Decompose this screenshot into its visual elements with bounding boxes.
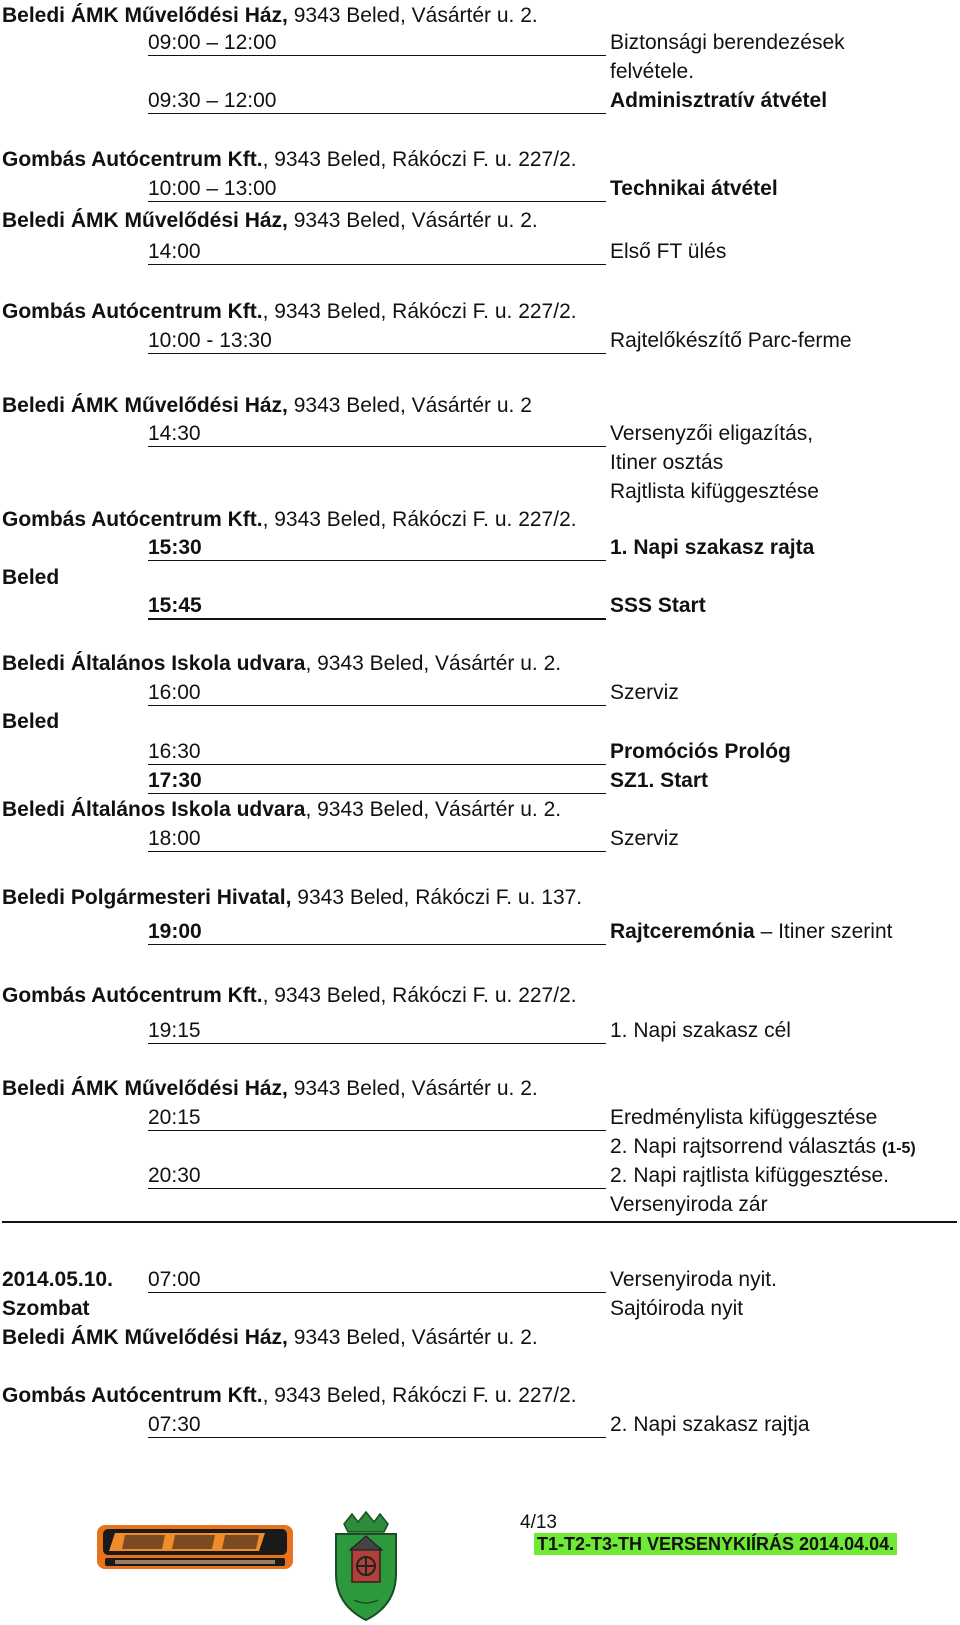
location-amk [2,1326,538,1350]
location-amk [2,394,532,418]
time-slot: 15:45 [148,594,606,620]
location-iskola [2,652,561,676]
event-label: Promóciós Prológ [610,740,791,763]
location-amk [2,209,538,233]
location-address: , 9343 Beled, Rákóczi F. u. 227/2. [262,508,577,531]
location-name: Beledi Polgármesteri Hivatal, [2,886,292,909]
day-date: 2014.05.10. [2,1268,113,1291]
location-address: , 9343 Beled, Rákóczi F. u. 227/2. [262,1384,577,1407]
time-slot: 19:15 [148,1019,606,1044]
event-label [610,1132,916,1164]
event-label: Eredménylista kifüggesztése [610,1106,878,1129]
event-label: SZ1. Start [610,769,709,792]
location-address: 9343 Beled, Vásártér u. 2. [287,1326,538,1349]
location-address: , 9343 Beled, Rákóczi F. u. 227/2. [262,300,577,323]
time-slot: 14:30 [148,422,606,447]
location-iskola [2,798,561,822]
location-gombas [2,1384,577,1408]
time-slot: 15:30 [148,536,606,561]
location-amk [2,4,538,28]
event-label: Versenyiroda nyit. [610,1268,777,1291]
location-address: 9343 Beled, Rákóczi F. u. 137. [291,886,583,909]
location-beled: Beled [2,566,60,589]
location-beled: Beled [2,710,60,733]
location-name: Beledi Általános Iskola udvara [2,652,306,675]
location-name: Gombás Autócentrum Kft. [2,300,263,323]
event-label: Rajtlista kifüggesztése [610,480,819,503]
event-label: 1. Napi szakasz rajta [610,536,815,559]
location-name: Gombás Autócentrum Kft. [2,984,263,1007]
event-label-range: (1-5) [881,1140,916,1157]
location-name: Beledi ÁMK Művelődési Ház, [2,1077,288,1100]
day-name: Szombat [2,1297,90,1320]
garzone-logo [95,1521,295,1573]
page-number: 4/13 [520,1512,557,1533]
event-label: 2. Napi rajtlista kifüggesztése. [610,1164,889,1187]
location-address: , 9343 Beled, Vásártér u. 2. [305,798,562,821]
location-address: 9343 Beled, Vásártér u. 2 [287,394,532,417]
event-label: SSS Start [610,594,706,617]
event-label: Szerviz [610,681,679,704]
location-name: Beledi Általános Iskola udvara [2,798,306,821]
location-gombas [2,148,577,172]
event-label: Szerviz [610,827,679,850]
location-name: Gombás Autócentrum Kft. [2,1384,263,1407]
event-label: Versenyzői eligazítás, [610,422,814,445]
time-slot: 18:00 [148,827,606,852]
time-slot: 10:00 – 13:00 [148,177,606,202]
event-label [610,917,892,947]
time-slot: 07:00 [148,1268,606,1293]
event-label-main: 2. Napi rajtsorrend választás [610,1135,882,1158]
location-polgarmesteri [2,886,582,910]
event-label: Sajtóiroda nyit [610,1297,744,1320]
location-name: Beledi ÁMK Művelődési Ház, [2,4,288,27]
event-label: 2. Napi szakasz rajtja [610,1413,810,1436]
time-slot: 07:30 [148,1413,606,1438]
location-name: Beledi ÁMK Művelődési Ház, [2,394,288,417]
coat-of-arms-logo [330,1510,402,1622]
event-label: Első FT ülés [610,240,727,263]
location-name: Gombás Autócentrum Kft. [2,148,263,171]
time-slot: 16:00 [148,681,606,706]
location-amk [2,1077,538,1101]
event-label: Adminisztratív átvétel [610,89,828,112]
event-label-bold: Rajtceremónia [610,920,755,943]
location-name: Beledi ÁMK Művelődési Ház, [2,209,288,232]
location-gombas [2,984,577,1008]
time-slot: 16:30 [148,740,606,765]
location-address: 9343 Beled, Vásártér u. 2. [287,4,538,27]
footer-document-title: T1-T2-T3-TH VERSENYKIÍRÁS 2014.04.04. [534,1533,897,1555]
event-label: Rajtelőkészítő Parc-ferme [610,329,852,352]
location-address: , 9343 Beled, Rákóczi F. u. 227/2. [262,148,577,171]
event-label-normal: – Itiner szerint [754,920,893,943]
time-slot: 10:00 - 13:30 [148,329,606,354]
time-slot: 14:00 [148,240,606,265]
event-label: Itiner osztás [610,451,724,474]
time-slot: 20:15 [148,1106,606,1131]
time-slot: 09:30 – 12:00 [148,89,606,114]
time-slot: 17:30 [148,769,606,794]
location-gombas [2,508,577,532]
location-name: Beledi ÁMK Művelődési Ház, [2,1326,288,1349]
time-slot: 19:00 [148,920,606,945]
location-gombas [2,300,577,324]
location-address: , 9343 Beled, Rákóczi F. u. 227/2. [262,984,577,1007]
location-name: Gombás Autócentrum Kft. [2,508,263,531]
event-label: Biztonsági berendezések [610,31,845,54]
event-label: felvétele. [610,60,695,83]
location-address: 9343 Beled, Vásártér u. 2. [287,1077,538,1100]
location-address: , 9343 Beled, Vásártér u. 2. [305,652,562,675]
event-label: Versenyiroda zár [610,1193,768,1216]
event-label: Technikai átvétel [610,177,778,200]
section-divider [2,1221,957,1223]
time-slot: 09:00 – 12:00 [148,31,606,56]
event-label: 1. Napi szakasz cél [610,1019,791,1042]
location-address: 9343 Beled, Vásártér u. 2. [287,209,538,232]
time-slot: 20:30 [148,1164,606,1189]
